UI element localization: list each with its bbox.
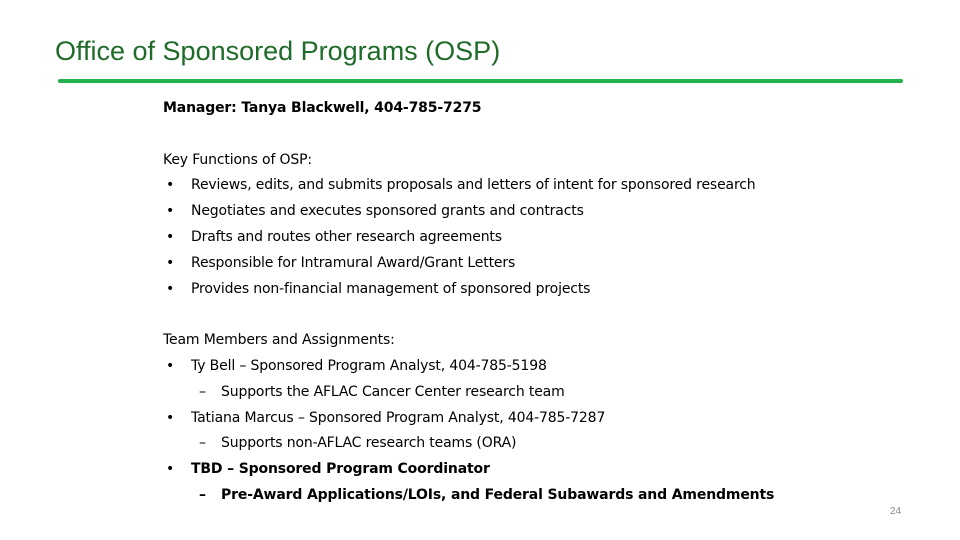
functions-heading: Key Functions of OSP: [163,151,312,168]
function-item-text: Negotiates and executes sponsored grants and contracts [191,203,584,220]
function-item-text: Responsible for Intramural Award/Grant Letters [191,254,516,271]
slide-title: Office of Sponsored Programs (OSP) [55,36,501,66]
team-member-name: TBD – Sponsored Program Coordinator [191,461,490,478]
team-member-assignment-row [163,483,863,509]
bullet-icon: • [166,254,175,271]
function-item [163,173,863,199]
team-member-name: Tatiana Marcus – Sponsored Program Analyst, 404-785-7287 [191,409,606,426]
function-item-text: Provides non-financial management of sponsored projects [191,280,591,297]
team-member-assignment: Supports the AFLAC Cancer Center research team [221,383,565,400]
function-item [163,251,863,277]
function-item [163,199,863,225]
bullet-icon: • [166,280,175,297]
team-member [163,457,863,483]
team-member [163,354,863,380]
team-member-assignment-row [163,431,863,457]
bullet-icon: • [166,409,175,426]
function-item-text: Reviews, edits, and submits proposals and letters of intent for sponsored research [191,177,756,194]
title-divider [58,79,903,83]
dash-icon: – [199,383,206,400]
bullet-icon: • [166,461,175,478]
dash-icon: – [199,486,206,503]
page-number: 24 [890,506,902,517]
function-item [163,277,863,303]
function-item [163,225,863,251]
function-item-text: Drafts and routes other research agreements [191,228,502,245]
team-member-name: Ty Bell – Sponsored Program Analyst, 404-785-5198 [191,357,547,374]
team-member-assignment: Pre-Award Applications/LOIs, and Federal Subawards and Amendments [221,486,775,503]
team-member-assignment-row [163,380,863,406]
bullet-icon: • [166,203,175,220]
manager-line: Manager: Tanya Blackwell, 404-785-7275 [163,100,482,116]
team-heading: Team Members and Assignments: [163,332,395,349]
slide-body [163,96,863,509]
spacer [163,302,863,328]
dash-icon: – [199,435,206,452]
team-member [163,406,863,432]
bullet-icon: • [166,357,175,374]
bullet-icon: • [166,228,175,245]
team-member-assignment: Supports non-AFLAC research teams (ORA) [221,435,517,452]
bullet-icon: • [166,177,175,194]
spacer [163,122,863,148]
